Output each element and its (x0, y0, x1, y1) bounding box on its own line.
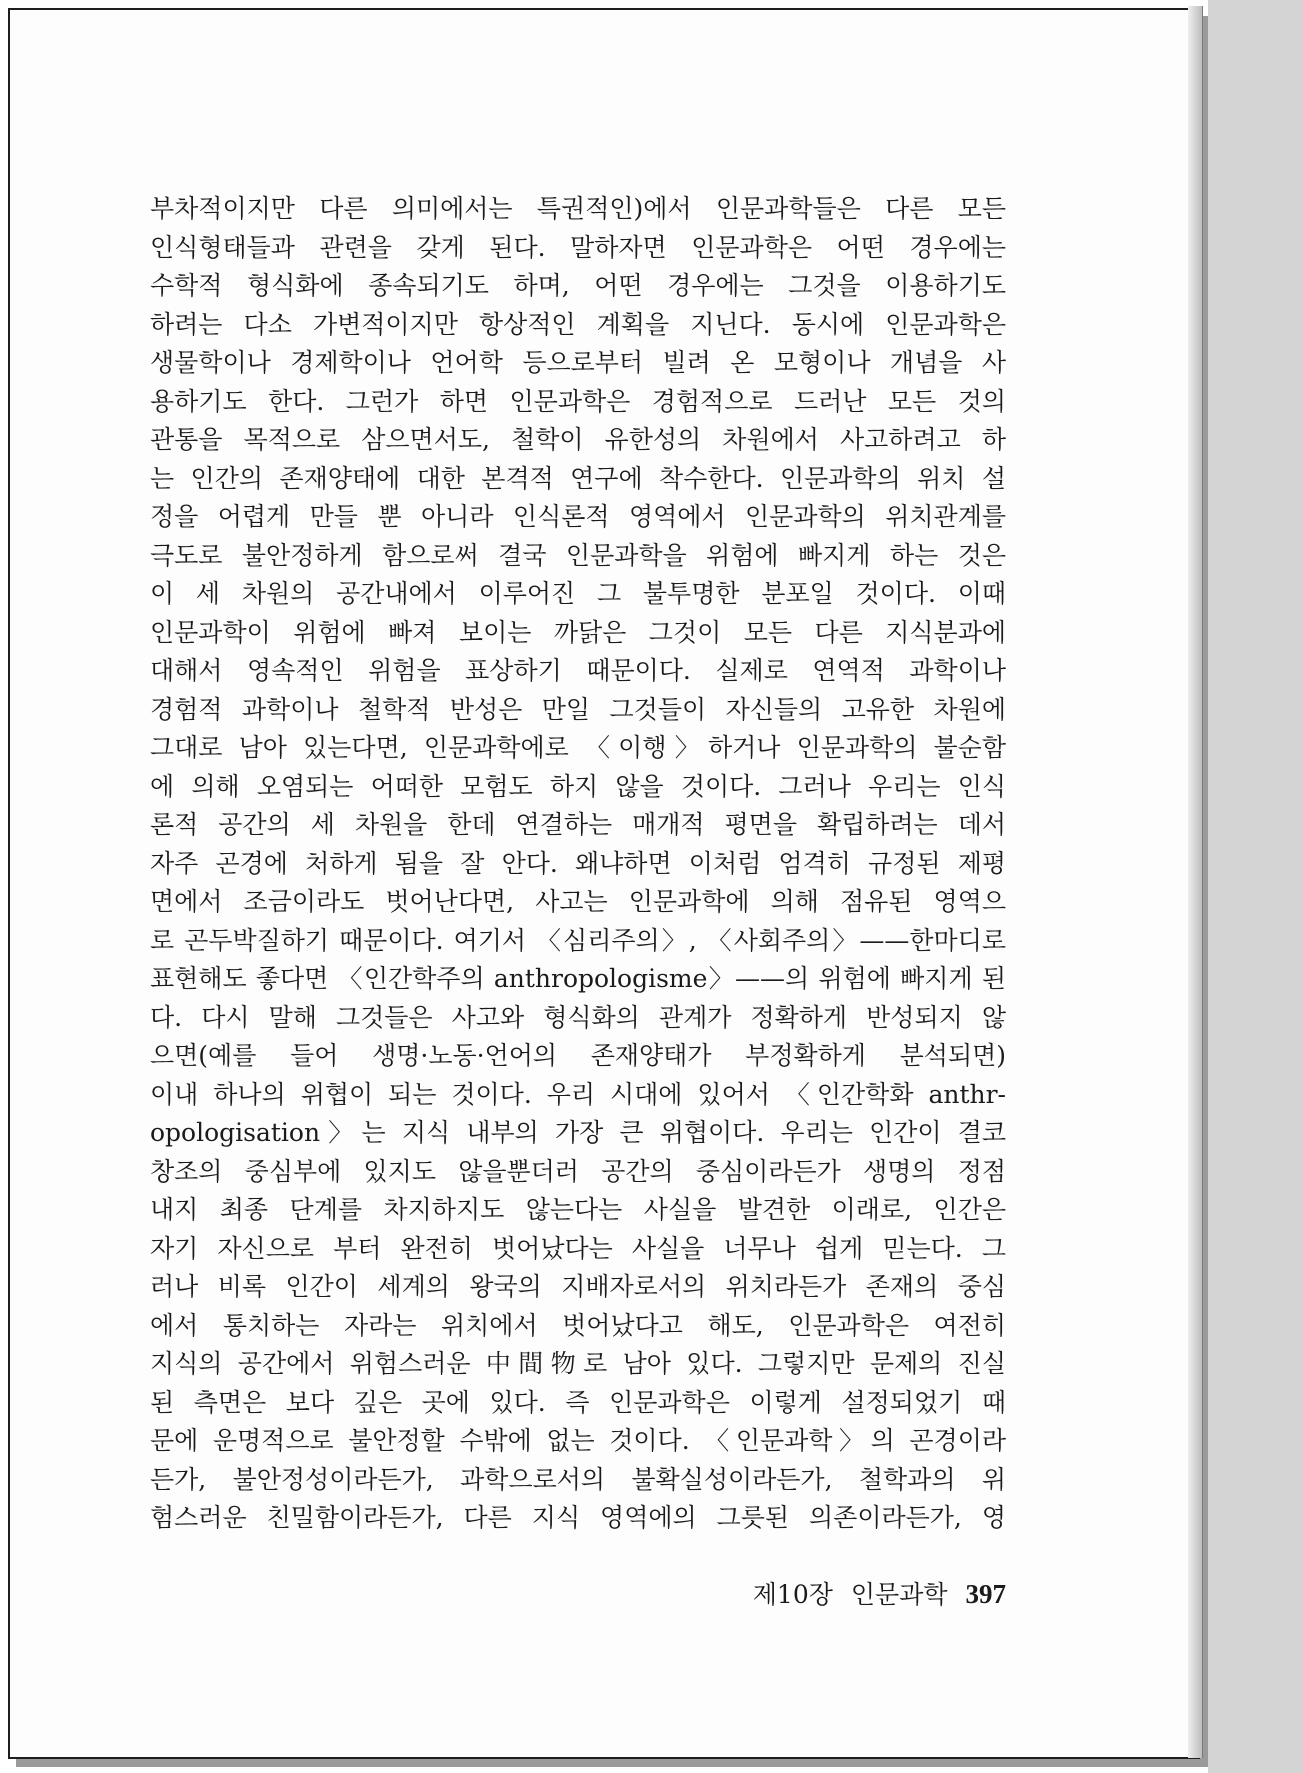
text-line: 험스러운 친밀함이라든가, 다른 지식 영역에의 그릇된 의존이라든가, 영 (150, 1503, 1006, 1532)
text-line: 이 세 차원의 공간내에서 이루어진 그 불투명한 분포일 것이다. 이때 (150, 579, 1006, 608)
text-line: 자기 자신으로 부터 완전히 벗어났다는 사실을 너무나 쉽게 믿는다. 그 (150, 1233, 1006, 1263)
text-line: 창조의 중심부에 있지도 않을뿐더러 공간의 중심이라든가 생명의 정점 (150, 1156, 1006, 1186)
text-line: 용하기도 한다. 그런가 하면 인문과학은 경험적으로 드러난 모든 것의 (150, 386, 1006, 416)
text-line: 인식형태들과 관련을 갖게 된다. 말하자면 인문과학은 어떤 경우에는 (150, 232, 1006, 262)
text-line: 으면(예를 들어 생명·노동·언어의 존재양태가 부정확하게 분석되면) (150, 1041, 1006, 1070)
text-line: 된 측면은 보다 깊은 곳에 있다. 즉 인문과학은 이렇게 설정되었기 때 (150, 1387, 1006, 1417)
text-line: 하려는 다소 가변적이지만 항상적인 계획을 지닌다. 동시에 인문과학은 (150, 309, 1006, 339)
text-line: 론적 공간의 세 차원을 한데 연결하는 매개적 평면을 확립하려는 데서 (150, 810, 1006, 839)
text-line: 내지 최종 단계를 차지하지도 않는다는 사실을 발견한 이래로, 인간은 (150, 1195, 1006, 1224)
text-line: 에서 통치하는 자라는 위치에서 벗어났다고 해도, 인문과학은 여전히 (150, 1310, 1006, 1340)
text-line: 는 인간의 존재양태에 대한 본격적 연구에 착수한다. 인문과학의 위치 설 (150, 463, 1006, 493)
text-line: 면에서 조금이라도 벗어난다면, 사고는 인문과학에 의해 점유된 영역으 (150, 887, 1006, 916)
text-line: 이내 하나의 위협이 되는 것이다. 우리 시대에 있어서 〈인간학화 anthr- (150, 1079, 1006, 1109)
text-line: 자주 곤경에 처하게 됨을 잘 안다. 왜냐하면 이처럼 엄격히 규정된 제평 (150, 848, 1006, 878)
text-line: 대해서 영속적인 위험을 표상하기 때문이다. 실제로 연역적 과학이나 (150, 656, 1006, 685)
text-line: 정을 어렵게 만들 뿐 아니라 인식론적 영역에서 인문과학의 위치관계를 (150, 502, 1006, 531)
text-line: 러나 비록 인간이 세계의 왕국의 지배자로서의 위치라든가 존재의 중심 (150, 1272, 1006, 1301)
text-line: 수학적 형식화에 종속되기도 하며, 어떤 경우에는 그것을 이용하기도 (150, 271, 1006, 300)
text-line: 경험적 과학이나 철학적 반성은 만일 그것들이 자신들의 고유한 차원에 (150, 694, 1006, 724)
text-line: 로 곤두박질하기 때문이다. 여기서 〈심리주의〉, 〈사회주의〉——한마디로 (150, 925, 1006, 955)
page-footer (724, 1574, 1006, 1614)
text-line: 다. 다시 말해 그것들은 사고와 형식화의 관계가 정확하게 반성되지 않 (150, 1002, 1006, 1032)
text-line: opologisation〉는 지식 내부의 가장 큰 위협이다. 우리는 인간이 결코 (150, 1118, 1006, 1147)
page-body-text (150, 190, 1006, 1538)
page-edge-shadow (1188, 6, 1203, 1758)
text-line: 부차적이지만 다른 의미에서는 특권적인)에서 인문과학들은 다른 모든 (150, 194, 1006, 223)
page-number: 397 (965, 1579, 1006, 1609)
text-line: 인문과학이 위험에 빠져 보이는 까닭은 그것이 모든 다른 지식분과에 (150, 617, 1006, 647)
text-line: 관통을 목적으로 삼으면서도, 철학이 유한성의 차원에서 사고하려고 하 (150, 425, 1006, 454)
viewer-background-strip (1208, 0, 1303, 1773)
text-line: 극도로 불안정하게 함으로써 결국 인문과학을 위험에 빠지게 하는 것은 (150, 540, 1006, 570)
text-line: 생물학이나 경제학이나 언어학 등으로부터 빌려 온 모형이나 개념을 사 (150, 348, 1006, 377)
text-line: 에 의해 오염되는 어떠한 모험도 하지 않을 것이다. 그러나 우리는 인식 (150, 771, 1006, 801)
footer-chapter: 제10장 (752, 1580, 833, 1609)
text-line: 든가, 불안정성이라든가, 과학으로서의 불확실성이라든가, 철학과의 위 (150, 1464, 1006, 1494)
text-line: 문에 운명적으로 불안정할 수밖에 없는 것이다. 〈인문과학〉의 곤경이라 (150, 1426, 1006, 1455)
text-line: 지식의 공간에서 위험스러운 中間物로 남아 있다. 그렇지만 문제의 진실 (150, 1349, 1006, 1378)
text-line: 그대로 남아 있는다면, 인문과학에로 〈이행〉하거나 인문과학의 불순함 (150, 733, 1006, 762)
text-line: 표현해도 좋다면 〈인간학주의 anthropologisme〉——의 위험에 빠지게 된 (150, 964, 1006, 993)
footer-title: 인문과학 (850, 1580, 948, 1609)
